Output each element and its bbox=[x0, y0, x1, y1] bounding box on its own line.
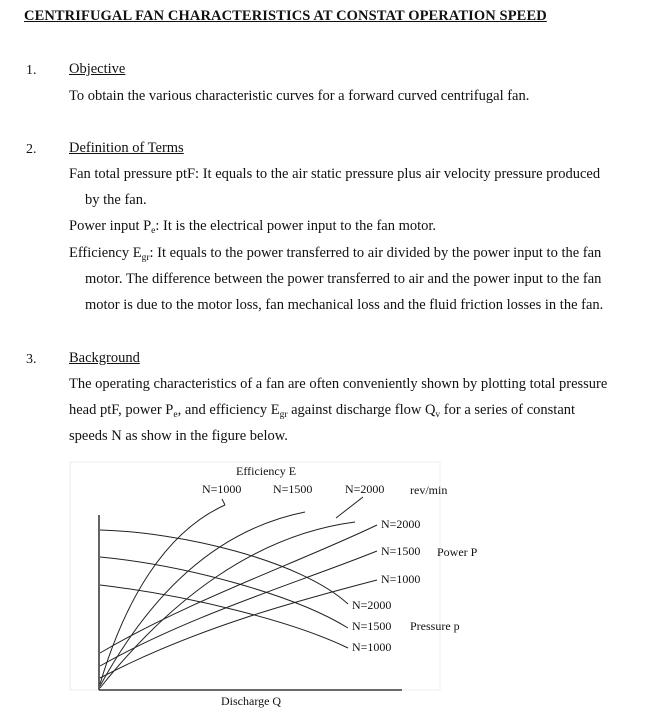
pressure-speed-n1000: N=1000 bbox=[352, 640, 392, 654]
background-text-2: head ptF, power $P_e$, and efficiency $E_{gr}$ against discharge flow $Q_v$ for a series of constant bbox=[69, 402, 576, 420]
definition-power-input: Power input $P_e$: It is the electrical power input to the fan motor. bbox=[69, 218, 437, 236]
efficiency-curve-n1500 bbox=[100, 512, 305, 686]
definition-efficiency-cont-2: motor is due to the motor loss, fan mechanical loss and the fluid friction losses in the fan. bbox=[85, 297, 604, 313]
power-curve-n1500 bbox=[100, 551, 377, 666]
speed-unit-label: rev/min bbox=[410, 483, 448, 497]
efficiency-speed-n1500: N=1500 bbox=[273, 482, 313, 496]
pressure-curve-n1000 bbox=[100, 585, 348, 648]
section-2-number: 2. bbox=[26, 142, 37, 157]
section-1-text: To obtain the various characteristic curves for a forward curved centrifugal fan. bbox=[69, 88, 530, 104]
efficiency-leader-n2000 bbox=[336, 497, 363, 518]
power-label: Power P bbox=[437, 545, 478, 559]
power-curve-n1000 bbox=[100, 580, 377, 678]
definition-efficiency-cont-1: motor. The difference between the power transferred to air and the power input to the fan bbox=[85, 271, 602, 287]
efficiency-label: Efficiency E bbox=[236, 464, 297, 478]
section-3-number: 3. bbox=[26, 352, 37, 367]
section-3-heading: Background bbox=[69, 350, 140, 366]
efficiency-speed-n2000: N=2000 bbox=[345, 482, 385, 496]
definition-total-pressure: Fan total pressure ptF: It equals to the air static pressure plus air velocity pressure produced bbox=[69, 166, 601, 182]
section-1-number: 1. bbox=[26, 63, 37, 78]
section-1-heading: Objective bbox=[69, 61, 126, 77]
power-speed-n1000: N=1000 bbox=[381, 572, 421, 586]
definition-total-pressure-cont: by the fan. bbox=[85, 192, 147, 208]
power-speed-n2000: N=2000 bbox=[381, 517, 421, 531]
document-title: CENTRIFUGAL FAN CHARACTERISTICS AT CONSTAT OPERATION SPEED bbox=[24, 8, 547, 24]
efficiency-speed-n1000: N=1000 bbox=[202, 482, 242, 496]
efficiency-curve-n2000 bbox=[100, 522, 355, 688]
definition-efficiency: Efficiency $E_{gr}$: It equals to the power transferred to air divided by the power input to the fan bbox=[69, 245, 602, 263]
background-text-3: speeds N as show in the figure below. bbox=[69, 428, 288, 444]
pressure-label: Pressure p bbox=[410, 619, 460, 633]
efficiency-leader-n1000 bbox=[222, 499, 225, 505]
x-axis-label: Discharge Q bbox=[221, 694, 282, 708]
pressure-speed-n2000: N=2000 bbox=[352, 598, 392, 612]
power-speed-n1500: N=1500 bbox=[381, 544, 421, 558]
section-2-heading: Definition of Terms bbox=[69, 140, 184, 156]
background-text-1: The operating characteristics of a fan are often conveniently shown by plotting total pressure bbox=[69, 376, 608, 392]
pressure-speed-n1500: N=1500 bbox=[352, 619, 392, 633]
power-curve-n2000 bbox=[100, 525, 377, 653]
